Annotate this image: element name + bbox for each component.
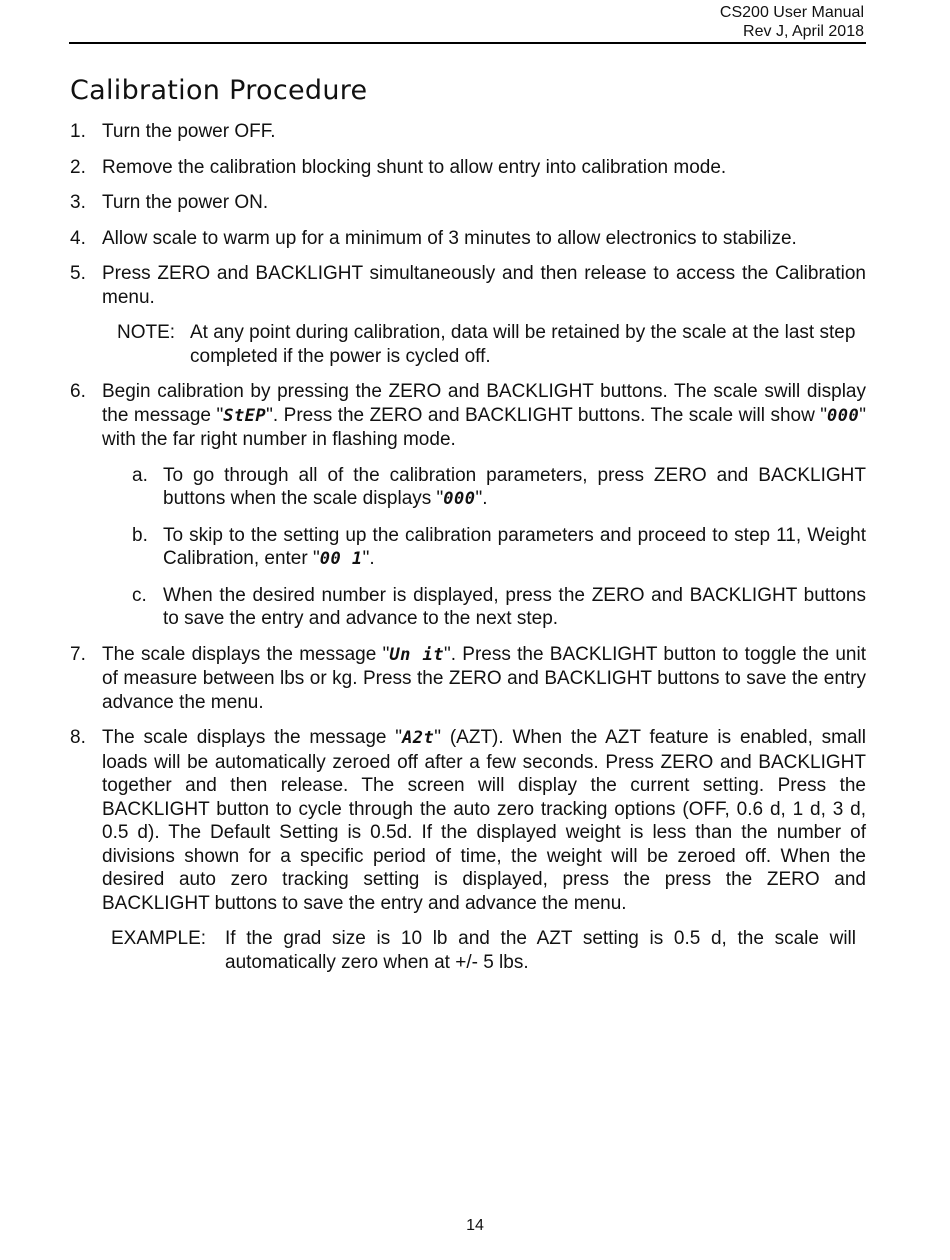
lcd-display-text: Un it xyxy=(389,644,444,665)
azt-example xyxy=(111,927,856,974)
lcd-display-text: 000 xyxy=(443,489,476,509)
step-text: Turn the power ON. xyxy=(102,192,269,213)
text-fragment: ". Press the ZERO and BACKLIGHT buttons. The scale will show " xyxy=(266,404,828,426)
substep-text xyxy=(163,524,866,572)
step-text xyxy=(102,380,866,452)
substep-text: When the desired number is displayed, press the ZERO and BACKLIGHT buttons to save the entry and advance to the next step. xyxy=(163,584,866,629)
page-title: Calibration Procedure xyxy=(70,75,368,106)
lcd-display-text: StEP xyxy=(223,405,267,426)
note-label: NOTE: xyxy=(117,322,176,343)
step-number: 3. xyxy=(70,192,86,213)
example-label: EXAMPLE: xyxy=(111,928,207,949)
procedure-list xyxy=(70,120,866,986)
text-fragment: " with the far right number in flashing mode. xyxy=(102,404,866,450)
step-7 xyxy=(70,643,866,715)
text-fragment: To go through all of the calibration parameters, press ZERO and BACKLIGHT buttons when the scale displays " xyxy=(163,464,866,509)
step-text: Allow scale to warm up for a minimum of 3 minutes to allow electronics to stabilize. xyxy=(102,227,797,249)
step-6 xyxy=(70,380,866,452)
step-1 xyxy=(70,120,866,144)
step-number: 4. xyxy=(70,227,86,249)
page-header xyxy=(720,3,864,41)
text-fragment: To skip to the setting up the calibration parameters and proceed to step 11, Weight Calibration, enter " xyxy=(163,524,866,569)
page-number: 14 xyxy=(466,1217,484,1234)
text-fragment: The scale displays the message " xyxy=(102,643,390,665)
manual-title: CS200 User Manual xyxy=(719,4,864,21)
header-divider xyxy=(69,42,866,44)
lcd-display-text: 000 xyxy=(827,405,860,426)
substep-letter: c. xyxy=(132,584,147,606)
lcd-display-text: 00 1 xyxy=(319,549,363,569)
text-fragment: ". Press the BACKLIGHT button to toggle the unit of measure between lbs or kg. Press the ZERO and BACKLIGHT buttons to save the entry advance the menu. xyxy=(102,643,866,713)
step-2 xyxy=(70,156,866,180)
text-fragment: ". xyxy=(362,548,375,569)
step-3 xyxy=(70,191,866,215)
step-number: 7. xyxy=(70,643,86,665)
step-number: 5. xyxy=(70,263,86,284)
step-number: 2. xyxy=(70,156,86,178)
step-8 xyxy=(70,726,866,915)
step-text xyxy=(102,726,866,915)
step-4 xyxy=(70,227,866,251)
step-number: 1. xyxy=(70,121,86,142)
substep-text xyxy=(163,464,866,512)
step-text xyxy=(102,643,866,715)
text-fragment: ". xyxy=(475,488,488,509)
substep-letter: a. xyxy=(132,464,148,486)
note-text: At any point during calibration, data will be retained by the scale at the last step completed if the power is cycled off. xyxy=(190,322,856,367)
substep-letter: b. xyxy=(132,524,148,546)
substep-b xyxy=(132,524,866,572)
step-number: 6. xyxy=(70,381,86,402)
revision-date: Rev J, April 2018 xyxy=(743,23,864,40)
text-fragment: The scale displays the message " xyxy=(102,727,403,748)
step-number: 8. xyxy=(70,727,86,748)
substep-c xyxy=(132,584,866,631)
step-text: Turn the power OFF. xyxy=(102,121,276,142)
lcd-display-text: A2t xyxy=(402,728,435,748)
text-fragment: Begin calibration by pressing the ZERO and BACKLIGHT buttons. The scale swill display the message " xyxy=(102,381,866,426)
example-text: If the grad size is 10 lb and the AZT setting is 0.5 d, the scale will automatically zero when at +/- 5 lbs. xyxy=(225,928,856,973)
substep-a xyxy=(132,464,866,512)
step-text: Remove the calibration blocking shunt to allow entry into calibration mode. xyxy=(102,156,727,178)
text-fragment: " (AZT). When the AZT feature is enabled, small loads will be automatically zeroed off after a few seconds. Press ZERO and BACKLIGHT together and then release. The screen will display the current setting. Press the BACKLIGHT button to cycle through the auto zero tracking options (OFF, 0.6 d, 1 d, 3 d, 0.5 d). The Default Setting is 0.5d. If the displayed weight is less than the number of divisions shown for a specific period of time, the weight will be zeroed off. When the desired auto zero tracking setting is displayed, press the press the ZERO and BACKLIGHT buttons to save the entry and advance the menu. xyxy=(102,727,866,914)
calibration-note xyxy=(117,321,878,368)
step-text: Press ZERO and BACKLIGHT simultaneously and then release to access the Calibration menu. xyxy=(102,263,866,308)
step-5 xyxy=(70,262,866,309)
